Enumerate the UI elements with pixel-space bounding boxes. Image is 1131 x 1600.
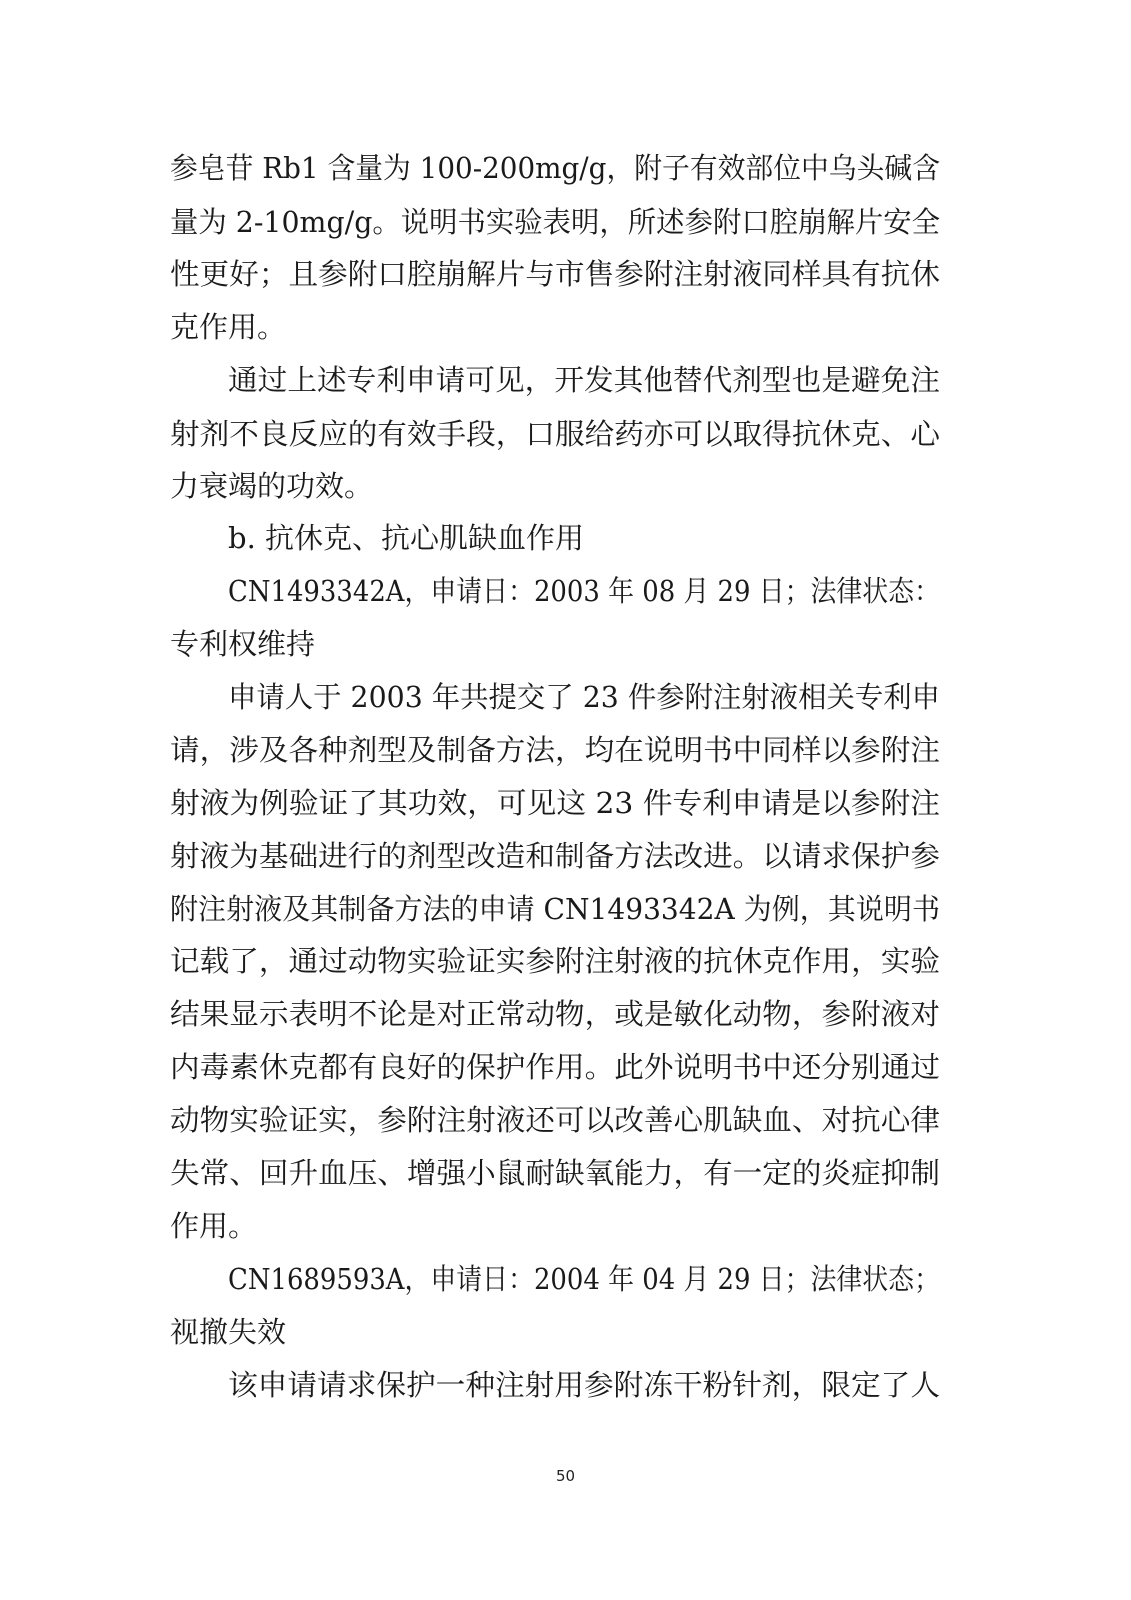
- text-line: 量为 2-10mg/g。说明书实验表明，所述参附口腔崩解片安全: [170, 205, 941, 239]
- text-line: 射剂不良反应的有效手段，口服给药亦可以取得抗休克、心: [170, 417, 941, 451]
- text-line: 内毒素休克都有良好的保护作用。此外说明书中还分别通过: [170, 1050, 941, 1084]
- text-line: 克作用。: [170, 310, 287, 344]
- section-heading: b. 抗休克、抗心肌缺血作用: [228, 521, 585, 555]
- paragraph-start: 通过上述专利申请可见，开发其他替代剂型也是避免注: [228, 363, 941, 397]
- text-line: 射液为基础进行的剂型改造和制备方法改进。以请求保护参: [170, 839, 941, 873]
- paragraph-start: 申请人于 2003 年共提交了 23 件参附注射液相关专利申: [228, 680, 941, 714]
- text-line: 失常、回升血压、增强小鼠耐缺氧能力，有一定的炎症抑制: [170, 1156, 941, 1190]
- paragraph-start: 该申请请求保护一种注射用参附冻干粉针剂，限定了人: [228, 1368, 941, 1402]
- text-line: 性更好；且参附口腔崩解片与市售参附注射液同样具有抗休: [170, 257, 941, 291]
- text-line: 力衰竭的功效。: [170, 469, 374, 503]
- text-line: 射液为例验证了其功效，可见这 23 件专利申请是以参附注: [170, 786, 940, 820]
- text-line: 结果显示表明不论是对正常动物，或是敏化动物，参附液对: [170, 997, 941, 1031]
- text-line: 参皂苷 Rb1 含量为 100-200mg/g，附子有效部位中乌头碱含: [170, 151, 940, 185]
- page-number: 50: [555, 1467, 576, 1485]
- text-line: 视撤失效: [170, 1315, 287, 1349]
- text-line: 动物实验证实，参附注射液还可以改善心肌缺血、对抗心律: [170, 1103, 941, 1137]
- patent-entry: CN1493342A，申请日：2003 年 08 月 29 日；法律状态：: [228, 574, 940, 608]
- text-line: 作用。: [170, 1209, 258, 1243]
- text-line: 记载了，通过动物实验证实参附注射液的抗休克作用，实验: [170, 944, 941, 978]
- text-line: 附注射液及其制备方法的申请 CN1493342A 为例，其说明书: [170, 892, 940, 926]
- text-line: 请，涉及各种剂型及制备方法，均在说明书中同样以参附注: [170, 733, 941, 767]
- text-line: 专利权维持: [170, 627, 316, 661]
- patent-entry: CN1689593A，申请日：2004 年 04 月 29 日；法律状态；: [228, 1262, 940, 1296]
